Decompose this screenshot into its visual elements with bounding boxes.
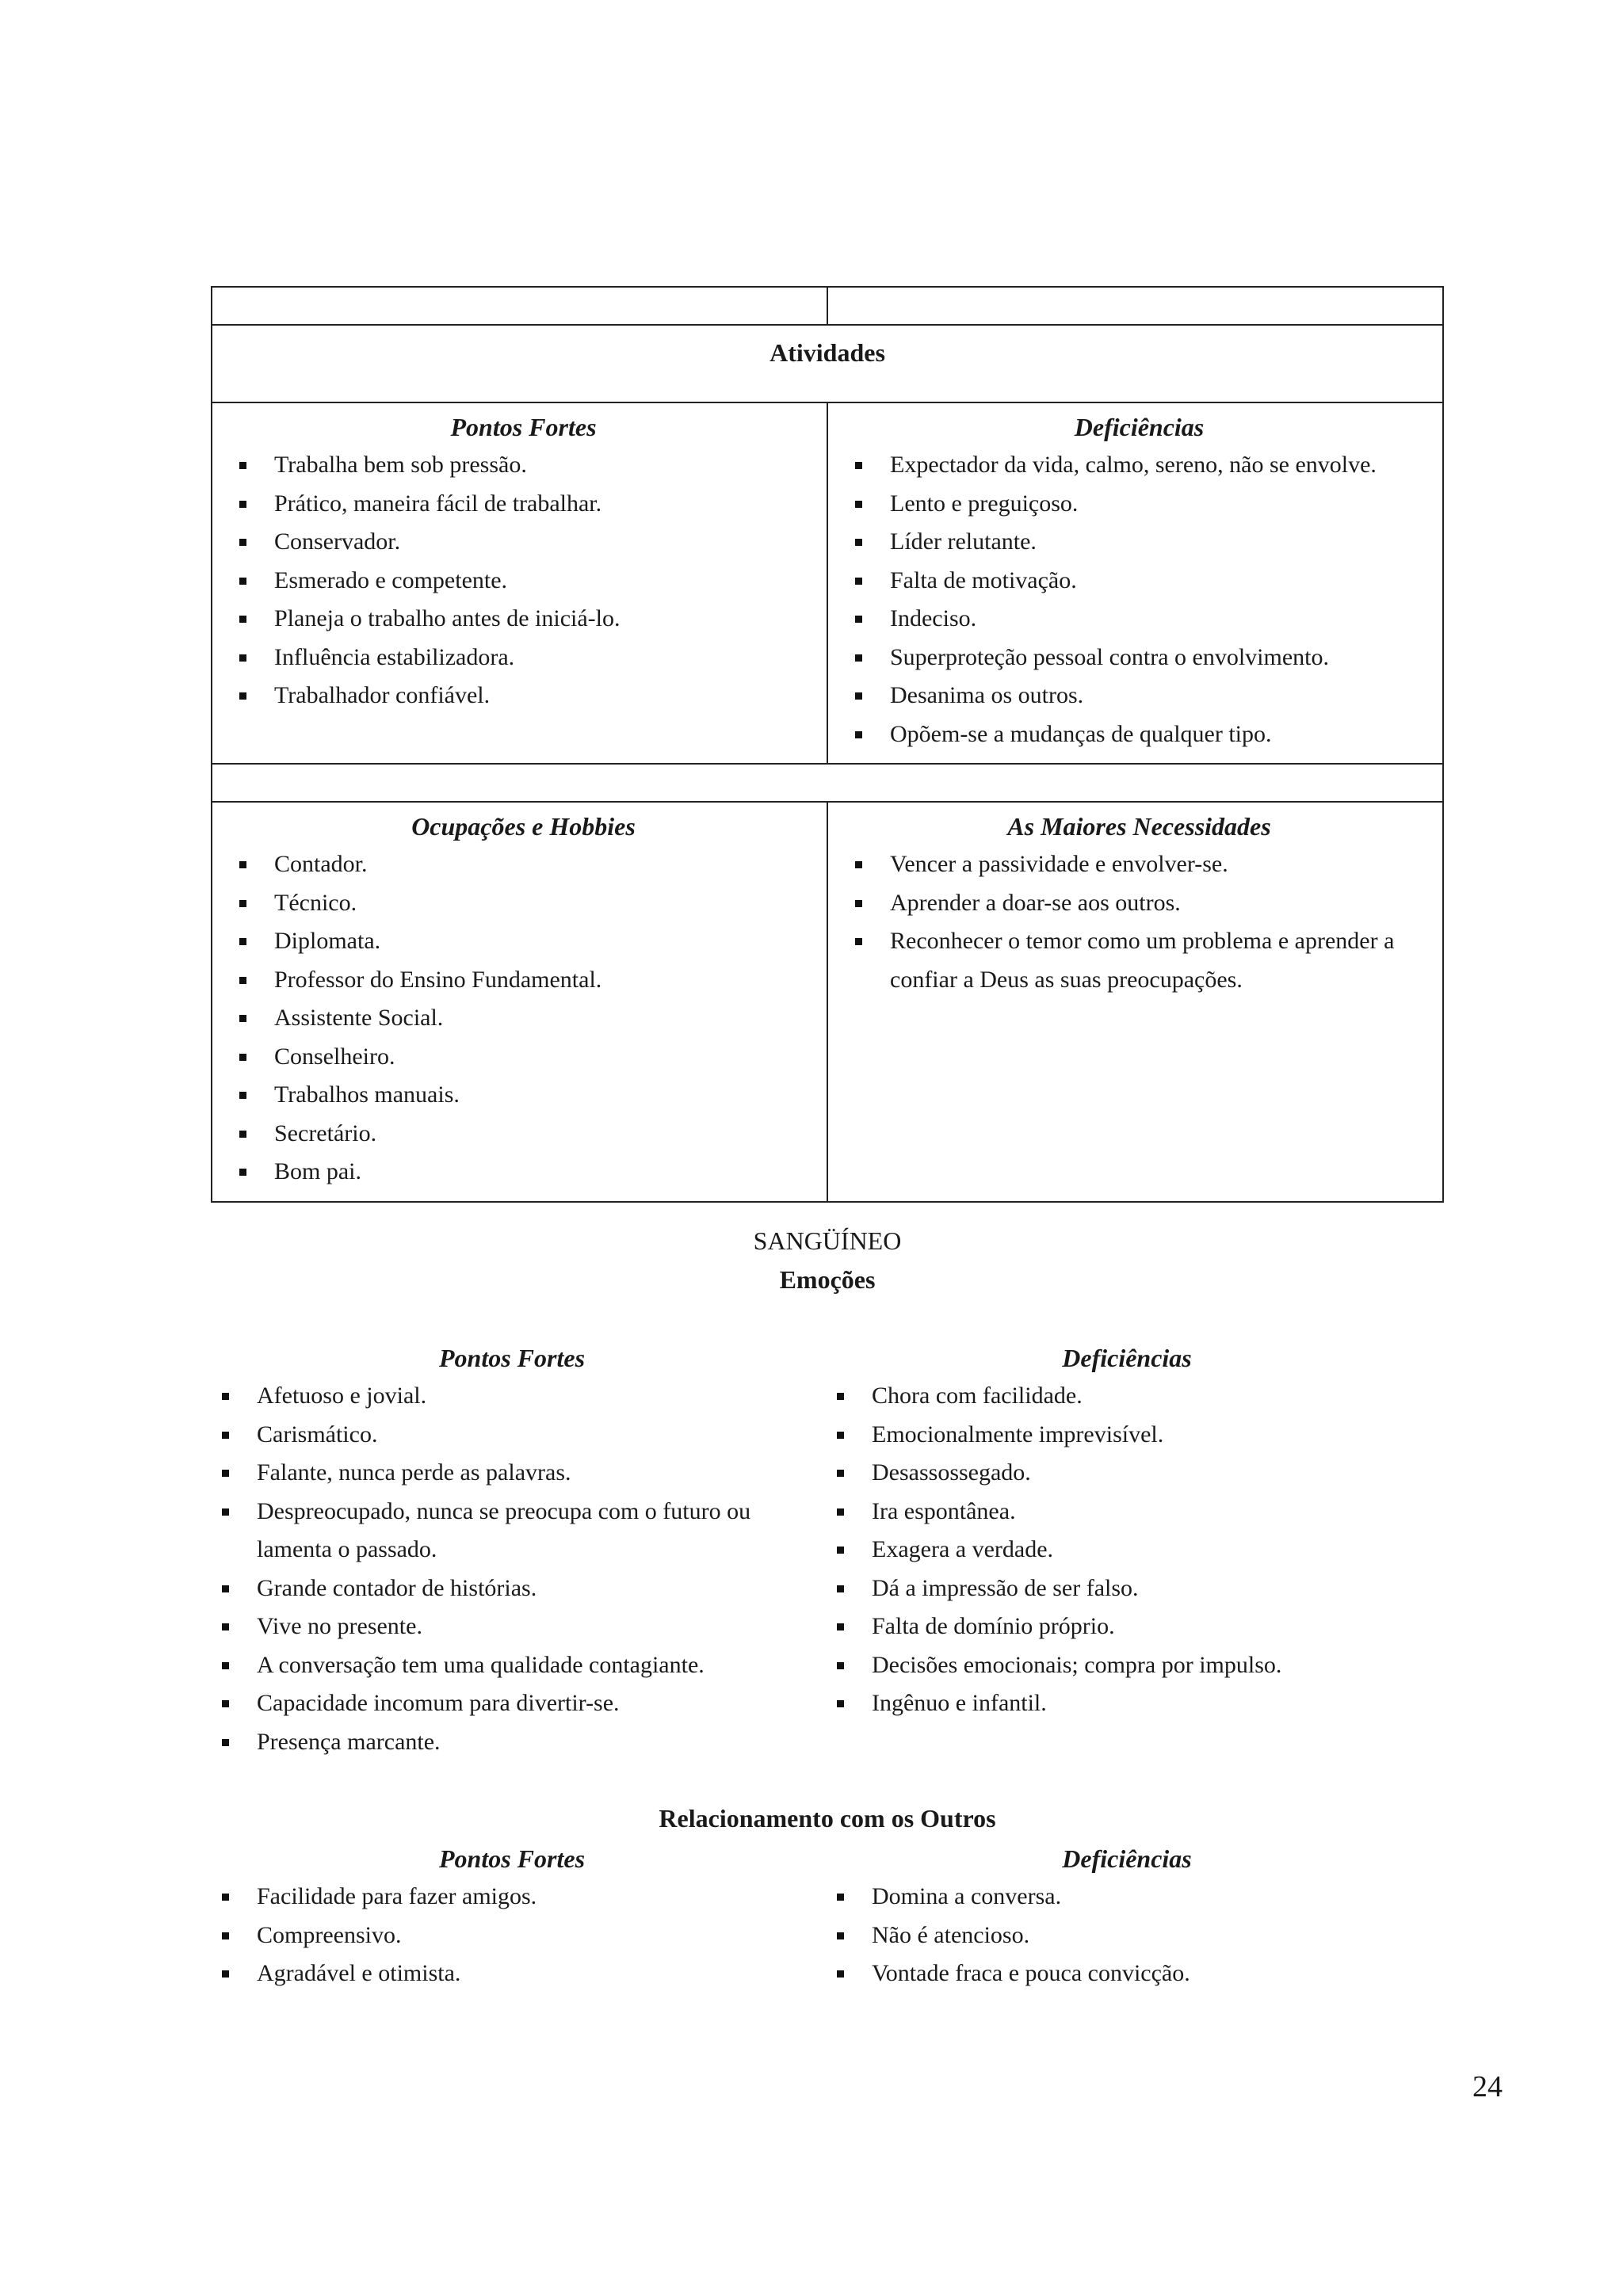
strengths-heading: Pontos Fortes (450, 413, 597, 441)
emotions-title: Emoções (779, 1265, 876, 1294)
relationships-weaknesses-column (826, 1838, 1428, 1993)
list-item: Desassossegado. (826, 1454, 1428, 1493)
list-item: Expectador da vida, calmo, sereno, não se envolve. (844, 446, 1434, 485)
weaknesses-heading: Deficiências (1062, 1344, 1192, 1372)
list-item: Prático, maneira fácil de trabalhar. (228, 485, 819, 524)
list-item: Aprender a doar-se aos outros. (844, 884, 1434, 923)
list-item: Capacidade incomum para divertir-se. (211, 1684, 813, 1723)
list-item: Assistente Social. (228, 999, 819, 1038)
emotions-strengths-list (211, 1377, 813, 1761)
list-item: Secretário. (228, 1115, 819, 1154)
list-item: Dá a impressão de ser falso. (826, 1569, 1428, 1608)
list-item: Falta de motivação. (844, 562, 1434, 601)
list-item: Agradável e otimista. (211, 1955, 813, 1993)
section-title-atividades: Atividades (769, 338, 885, 367)
list-item: A conversação tem uma qualidade contagiante. (211, 1646, 813, 1685)
list-item: Grande contador de histórias. (211, 1569, 813, 1608)
list-item: Líder relutante. (844, 523, 1434, 562)
strengths-heading: Pontos Fortes (438, 1844, 586, 1873)
list-item: Diplomata. (228, 922, 819, 961)
list-item: Emocionalmente imprevisível. (826, 1416, 1428, 1455)
list-item: Facilidade para fazer amigos. (211, 1878, 813, 1917)
list-item: Indeciso. (844, 600, 1434, 639)
occupations-heading: Ocupações e Hobbies (411, 812, 636, 841)
list-item: Esmerado e competente. (228, 562, 819, 601)
list-item: Opõem-se a mudanças de qualquer tipo. (844, 715, 1434, 754)
emotions-weaknesses-list (826, 1377, 1428, 1723)
list-item: Influência estabilizadora. (228, 639, 819, 677)
list-item: Decisões emocionais; compra por impulso. (826, 1646, 1428, 1685)
table-section-row (212, 325, 1443, 402)
list-item: Presença marcante. (211, 1723, 813, 1762)
list-item: Afetuoso e jovial. (211, 1377, 813, 1416)
needs-list (844, 845, 1434, 999)
occupations-list (228, 845, 819, 1192)
list-item: Conselheiro. (228, 1038, 819, 1077)
list-item: Despreocupado, nunca se preocupa com o futuro ou lamenta o passado. (211, 1493, 813, 1569)
table-spacer-row (212, 287, 1443, 325)
list-item: Ingênuo e infantil. (826, 1684, 1428, 1723)
table-spacer-row (212, 764, 1443, 802)
emotions-weaknesses-column (826, 1337, 1428, 1723)
relationships-weaknesses-list (826, 1878, 1428, 1993)
emotions-strengths-column (211, 1337, 813, 1761)
list-item: Compreensivo. (211, 1917, 813, 1955)
list-item: Bom pai. (228, 1153, 819, 1192)
weaknesses-heading: Deficiências (1062, 1844, 1192, 1873)
list-item: Vive no presente. (211, 1608, 813, 1646)
list-item: Chora com facilidade. (826, 1377, 1428, 1416)
list-item: Exagera a verdade. (826, 1531, 1428, 1569)
list-item: Superproteção pessoal contra o envolvimento. (844, 639, 1434, 677)
relationships-strengths-column (211, 1838, 813, 1993)
relationships-strengths-list (211, 1878, 813, 1993)
list-item: Desanima os outros. (844, 677, 1434, 715)
list-item: Vontade fraca e pouca convicção. (826, 1955, 1428, 1993)
list-item: Planeja o trabalho antes de iniciá-lo. (228, 600, 819, 639)
list-item: Trabalha bem sob pressão. (228, 446, 819, 485)
page-number: 24 (1472, 2070, 1503, 2103)
list-item: Trabalhos manuais. (228, 1076, 819, 1115)
needs-heading: As Maiores Necessidades (1007, 812, 1271, 841)
list-item: Professor do Ensino Fundamental. (228, 961, 819, 1000)
list-item: Técnico. (228, 884, 819, 923)
weaknesses-list (844, 446, 1434, 753)
list-item: Contador. (228, 845, 819, 884)
list-item: Vencer a passividade e envolver-se. (844, 845, 1434, 884)
list-item: Lento e preguiçoso. (844, 485, 1434, 524)
relationships-title: Relacionamento com os Outros (659, 1804, 996, 1833)
table-row (212, 802, 1443, 1202)
list-item: Ira espontânea. (826, 1493, 1428, 1531)
temperament-title: SANGÜÍNEO (753, 1226, 902, 1255)
list-item: Não é atencioso. (826, 1917, 1428, 1955)
list-item: Falta de domínio próprio. (826, 1608, 1428, 1646)
list-item: Domina a conversa. (826, 1878, 1428, 1917)
temperament-table (211, 286, 1444, 1203)
list-item: Reconhecer o temor como um problema e aprender a confiar a Deus as suas preocupações. (844, 922, 1434, 999)
weaknesses-heading: Deficiências (1074, 413, 1205, 441)
strengths-list (228, 446, 819, 715)
table-row (212, 402, 1443, 764)
list-item: Trabalhador confiável. (228, 677, 819, 715)
list-item: Falante, nunca perde as palavras. (211, 1454, 813, 1493)
list-item: Carismático. (211, 1416, 813, 1455)
list-item: Conservador. (228, 523, 819, 562)
strengths-heading: Pontos Fortes (438, 1344, 586, 1372)
